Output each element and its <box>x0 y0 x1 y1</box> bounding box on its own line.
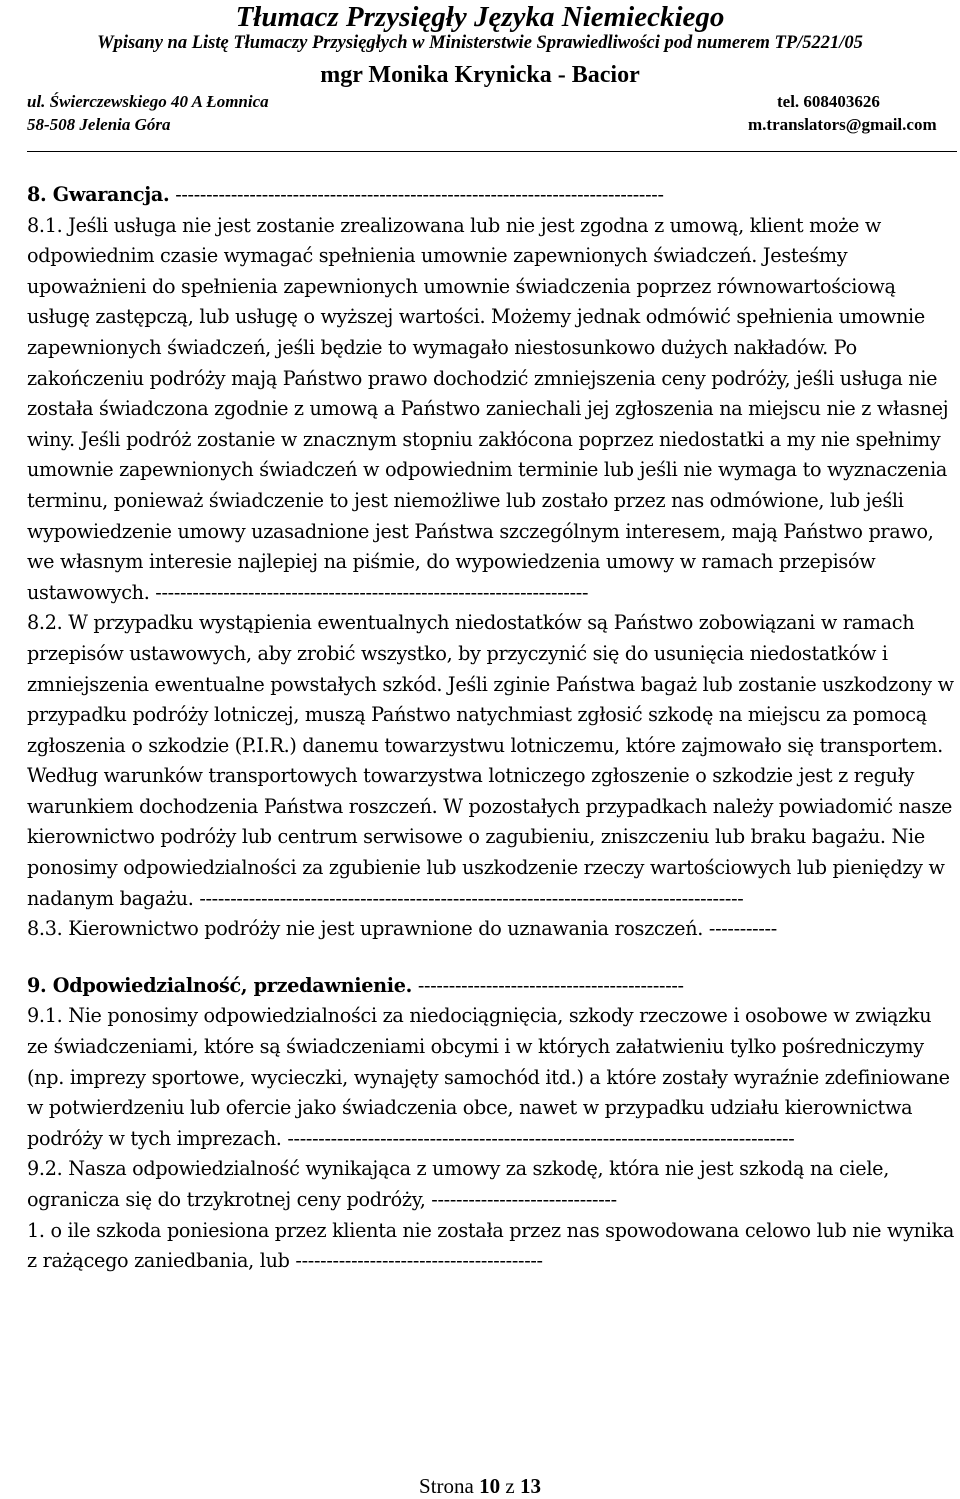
phone-number: tel. 608403626 <box>777 92 880 111</box>
section-gap <box>27 945 955 971</box>
current-page: 10 <box>479 1474 501 1498</box>
page-separator: z <box>500 1474 520 1498</box>
page-prefix: Strona <box>419 1474 480 1498</box>
section-9-heading <box>27 971 955 1002</box>
address-city: 58-508 Jelenia Góra <box>27 115 171 134</box>
header-divider <box>27 151 957 152</box>
section-9-title: 9. Odpowiedzialność, przedawnienie. <box>27 973 413 997</box>
paragraph-8-2: 8.2. W przypadku wystąpienia ewentualnych niedostatków są Państwo zobowiązani w ramach przepisów ustawowych, aby zrobić wszystko, by przyczynić się do usunięcia niedostatków i zmniejszenia ewentualne powstałych szkód. Jeśli zginie Państwa bagaż lub zostanie uszkodzony w przypadku podróży lotniczej, muszą Państwo natychmiast zgłosić szkodę na miejscu za pomocą zgłoszenia o szkodzie (P.I.R.) danemu towarzystwu lotniczemu, które zajmowało się transportem. Według warunków transportowych towarzystwa lotniczego zgłoszenie o szkodzie jest z reguły warunkiem dochodzenia Państwa roszczeń. W pozostałych przypadkach należy powiadomić nasze kierownictwo podróży lub centrum serwisowe o zagubieniu, zniszczeniu lub braku bagażu. Nie ponosimy odpowiedzialności za zgubienie lub uszkodzenie rzeczy wartościowych lub pieniędzy w nadanym bagażu. ---------------------------------------------------------------------------------------- <box>27 611 954 910</box>
section-9-title-dashes: ------------------------------------------- <box>412 973 684 997</box>
section-8-title: 8. Gwarancja. <box>27 183 170 206</box>
address-street: ul. Świerczewskiego 40 A Łomnica <box>27 92 269 111</box>
translator-title: Tłumacz Przysięgły Języka Niemieckiego <box>235 1 725 33</box>
total-pages: 13 <box>519 1474 541 1498</box>
translator-name: mgr Monika Krynicka - Bacior <box>320 62 640 88</box>
document-body <box>27 180 955 1277</box>
registration-line: Wpisany na Listę Tłumaczy Przysięgłych w Ministerstwie Sprawiedliwości pod numerem TP/5221/05 <box>97 33 863 53</box>
section-8-heading <box>27 180 955 211</box>
paragraph-9-2-item-1: 1. o ile szkoda poniesiona przez klienta nie została przez nas spowodowana celowo lub nie wynika z rażącego zaniedbania, lub ---------------------------------------- <box>27 1218 955 1273</box>
page-number-footer <box>0 1474 960 1498</box>
section-8-title-dashes: ------------------------------------------------------------------------------- <box>169 183 664 206</box>
paragraph-9-1: 9.1. Nie ponosimy odpowiedzialności za niedociągnięcia, szkody rzeczowe i osobowe w związku ze świadczeniami, które są świadczeniami obcymi i w których załatwieniu tylko pośredniczymy (np. imprezy sportowe, wycieczki, wynajęty samochód itd.) a które zostały wyraźnie zdefiniowane w potwierdzeniu lub ofercie jako świadczenia obce, nawet w przypadku udziału kierownictwa podróży w tych imprezach. ---------------------------------------------------------------------------------- <box>27 1004 950 1150</box>
paragraph-8-1: 8.1. Jeśli usługa nie jest zostanie zrealizowana lub nie jest zgodna z umową, klient może w odpowiednim czasie wymagać spełnienia umownie zapewnionych świadczeń. Jesteśmy upoważnieni do spełnienia zapewnionych umownie świadczenia poprzez równowartościową usługę zastępczą, lub usługę o wyższej wartości. Możemy jednak odmówić spełnienia umownie zapewnionych świadczeń, jeśli będzie to wymagało niestosunkowo dużych nakładów. Po zakończeniu podróży mają Państwo prawo dochodzić zmniejszenia ceny podróży, jeśli usługa nie została świadczona zgodnie z umową a Państwo zaniechali jej zgłoszenia na miejscu nie z własnej winy. Jeśli podróż zostanie w znacznym stopniu zakłócona poprzez niedostatki a my nie spełnimy umownie zapewnionych świadczeń w odpowiednim terminie lub jeśli nie wymaga to wyznaczenia terminu, ponieważ świadczenie to jest niemożliwe lub zostało przez nas odmówione, lub jeśli wypowiedzenie umowy uzasadnione jest Państwa szczególnym interesem, mają Państwo prawo, we własnym interesie najlepiej na piśmie, do wypowiedzenia umowy w ramach przepisów ustawowych. ---------------------------------------------------------------------- <box>27 213 949 604</box>
paragraph-8-3: 8.3. Kierownictwo podróży nie jest uprawnione do uznawania roszczeń. ----------- <box>27 917 777 941</box>
email-address: m.translators@gmail.com <box>748 115 937 134</box>
paragraph-9-2: 9.2. Nasza odpowiedzialność wynikająca z umowy za szkodę, która nie jest szkodą na ciele, ogranicza się do trzykrotnej ceny podróży, ------------------------------ <box>27 1157 890 1211</box>
